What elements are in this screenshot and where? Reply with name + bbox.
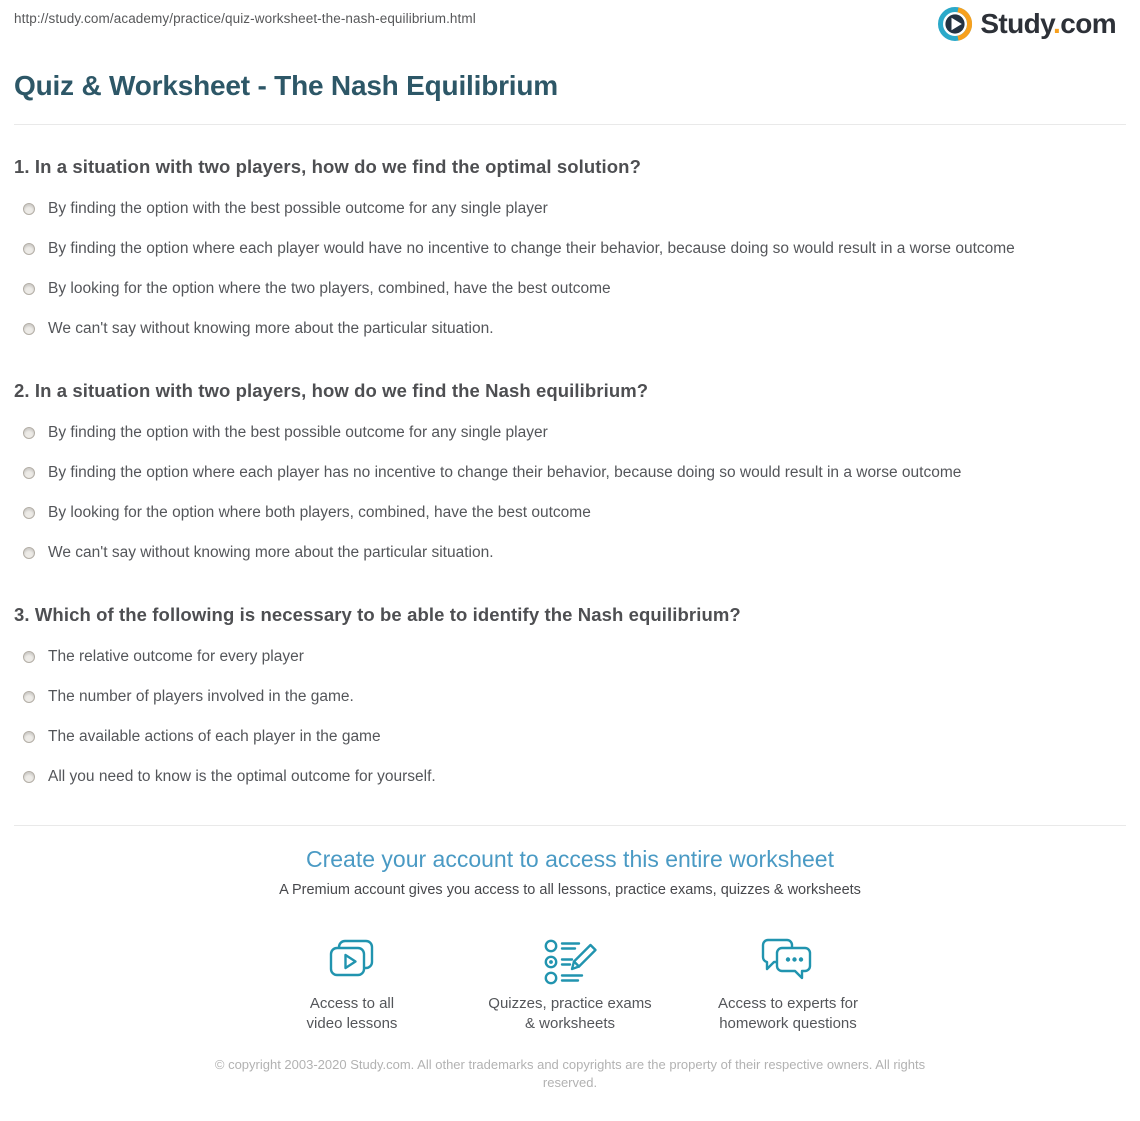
- q3-option-4-radio[interactable]: [23, 771, 35, 783]
- q1-option-4-radio[interactable]: [23, 323, 35, 335]
- q1-option-1-label: By finding the option with the best possible outcome for any single player: [48, 200, 548, 217]
- study-logo-icon: [937, 6, 973, 42]
- q1-option-2-label: By finding the option where each player would have no incentive to change their behavior, because doing so would result in a worse outcome: [48, 240, 1015, 257]
- page-url: http://study.com/academy/practice/quiz-worksheet-the-nash-equilibrium.html: [14, 11, 476, 26]
- q1-option-4[interactable]: [14, 309, 1126, 349]
- q2-option-2-radio[interactable]: [23, 467, 35, 479]
- q1-option-3[interactable]: [14, 269, 1126, 309]
- quiz-pencil-icon: [461, 924, 679, 986]
- footer: [0, 1056, 1140, 1091]
- q2-option-3-radio[interactable]: [23, 507, 35, 519]
- q2-option-1-radio[interactable]: [23, 427, 35, 439]
- features-row: [0, 924, 1140, 1034]
- feature-quizzes: [461, 924, 679, 1034]
- q3-option-3-label: The available actions of each player in the game: [48, 728, 381, 745]
- q3-option-2[interactable]: [14, 677, 1126, 717]
- q1-option-3-label: By looking for the option where the two players, combined, have the best outcome: [48, 280, 611, 297]
- create-account-link[interactable]: Create your account to access this entire worksheet: [306, 846, 834, 872]
- q3-option-3-radio[interactable]: [23, 731, 35, 743]
- q3-option-2-label: The number of players involved in the game.: [48, 688, 354, 705]
- question-2-prompt: 2. In a situation with two players, how do we find the Nash equilibrium?: [14, 380, 649, 401]
- q3-option-1-radio[interactable]: [23, 651, 35, 663]
- q1-option-1-radio[interactable]: [23, 203, 35, 215]
- feature-experts-caption: Access to experts for homework questions: [717, 995, 859, 1032]
- q3-option-1-label: The relative outcome for every player: [48, 648, 304, 665]
- question-1-prompt: 1. In a situation with two players, how do we find the optimal solution?: [14, 156, 641, 177]
- q3-option-3[interactable]: [14, 717, 1126, 757]
- signup-divider: [14, 825, 1126, 826]
- q2-option-2-label: By finding the option where each player has no incentive to change their behavior, because doing so would result in a worse outcome: [48, 464, 962, 481]
- quiz-section: [14, 153, 1126, 797]
- question-1: [14, 153, 1126, 349]
- study-logo[interactable]: [937, 6, 1116, 42]
- copyright-text: © copyright 2003-2020 Study.com. All other trademarks and copyrights are the property of their respective owners. All rights reserved.: [214, 1057, 926, 1090]
- chat-bubbles-icon: [679, 924, 897, 986]
- q2-option-1[interactable]: [14, 413, 1126, 453]
- question-3-prompt: 3. Which of the following is necessary to be able to identify the Nash equilibrium?: [14, 604, 741, 625]
- q2-option-4-label: We can't say without knowing more about the particular situation.: [48, 544, 494, 561]
- q1-option-3-radio[interactable]: [23, 283, 35, 295]
- q1-option-2[interactable]: [14, 229, 1126, 269]
- feature-quizzes-caption: Quizzes, practice exams & worksheets: [488, 995, 652, 1032]
- study-logo-text: Study.com: [980, 8, 1116, 39]
- q2-option-4[interactable]: [14, 533, 1126, 573]
- q1-option-4-label: We can't say without knowing more about the particular situation.: [48, 320, 494, 337]
- feature-video-caption: Access to all video lessons: [306, 995, 398, 1032]
- page-title: Quiz & Worksheet - The Nash Equilibrium: [14, 70, 558, 101]
- q3-option-1[interactable]: [14, 637, 1126, 677]
- q2-option-4-radio[interactable]: [23, 547, 35, 559]
- video-lessons-icon: [243, 924, 461, 986]
- q3-option-2-radio[interactable]: [23, 691, 35, 703]
- premium-subheading: A Premium account gives you access to all lessons, practice exams, quizzes & worksheets: [279, 882, 861, 898]
- signup-section: [0, 846, 1140, 898]
- feature-video-lessons: [243, 924, 461, 1034]
- q2-option-3[interactable]: [14, 493, 1126, 533]
- q3-option-4-label: All you need to know is the optimal outcome for yourself.: [48, 768, 436, 785]
- q2-option-2[interactable]: [14, 453, 1126, 493]
- q2-option-1-label: By finding the option with the best possible outcome for any single player: [48, 424, 548, 441]
- q3-option-4[interactable]: [14, 757, 1126, 797]
- question-3: [14, 601, 1126, 797]
- q1-option-2-radio[interactable]: [23, 243, 35, 255]
- title-divider: [14, 124, 1126, 125]
- question-2: [14, 377, 1126, 573]
- feature-experts: [679, 924, 897, 1034]
- q2-option-3-label: By looking for the option where both players, combined, have the best outcome: [48, 504, 591, 521]
- q1-option-1[interactable]: [14, 189, 1126, 229]
